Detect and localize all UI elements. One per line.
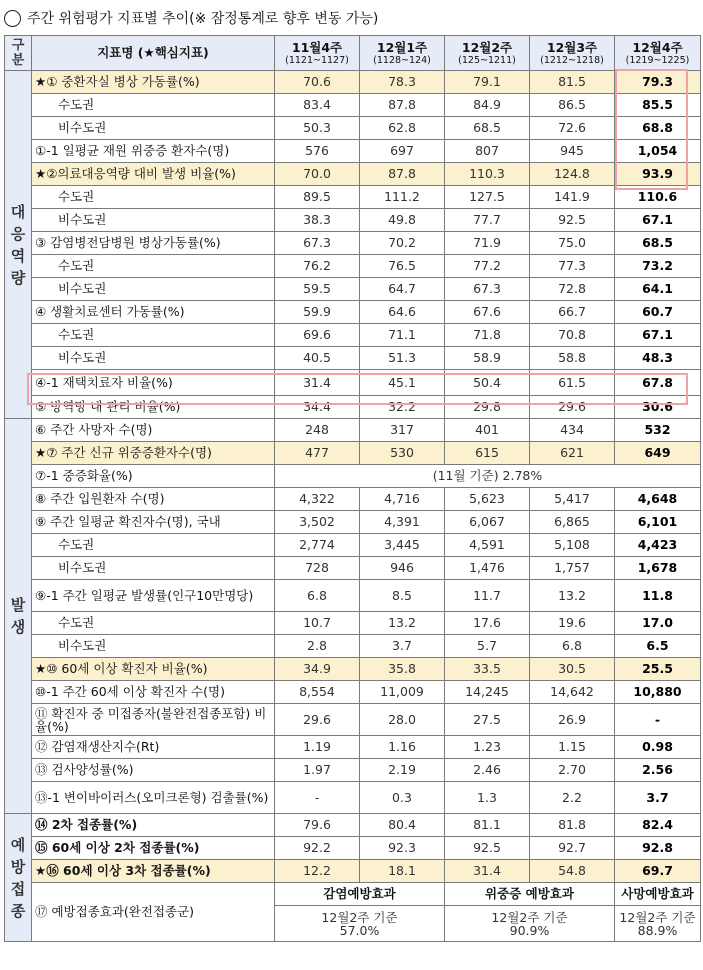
effect-percent: 90.9% — [509, 922, 550, 938]
value-latest: 10,880 — [615, 681, 701, 704]
indicator-name: ⑫ 감염재생산지수(Rt) — [32, 736, 275, 759]
value-cell: 50.4 — [445, 370, 530, 396]
table-row — [5, 324, 701, 347]
risk-indicator-table — [4, 35, 701, 942]
indicator-name: ⑮ 60세 이상 2차 접종률(%) — [32, 837, 275, 860]
value-cell: 807 — [445, 140, 530, 163]
effect-head-severe: 위중증 예방효과 — [445, 883, 615, 906]
value-cell: 14,642 — [530, 681, 615, 704]
value-cell: 6,067 — [445, 511, 530, 534]
header-week-4: 12월3주 (1212~1218) — [530, 36, 615, 71]
value-cell: 49.8 — [360, 209, 445, 232]
indicator-name: 수도권 — [32, 186, 275, 209]
effect-basis: 12월2주 기준 — [619, 909, 696, 925]
value-cell: 11.7 — [445, 580, 530, 612]
value-cell: 29.8 — [445, 396, 530, 419]
indicator-name: ③ 감염병전담병원 병상가동률(%) — [32, 232, 275, 255]
table-row — [5, 140, 701, 163]
value-cell: 72.6 — [530, 117, 615, 140]
value-cell: 64.6 — [360, 301, 445, 324]
value-cell: 71.9 — [445, 232, 530, 255]
indicator-name: ⑩-1 주간 60세 이상 확진자 수(명) — [32, 681, 275, 704]
value-cell: 1,757 — [530, 557, 615, 580]
value-latest: 60.7 — [615, 301, 701, 324]
value-cell: 59.5 — [275, 278, 360, 301]
value-cell: 5,108 — [530, 534, 615, 557]
effect-basis: 12월2주 기준 — [491, 909, 568, 925]
table-row — [5, 658, 701, 681]
value-cell: 34.9 — [275, 658, 360, 681]
value-cell: 1,476 — [445, 557, 530, 580]
value-cell: 141.9 — [530, 186, 615, 209]
value-latest: 68.5 — [615, 232, 701, 255]
value-cell: 11,009 — [360, 681, 445, 704]
table-row — [5, 396, 701, 419]
table-row — [5, 255, 701, 278]
table-row — [5, 860, 701, 883]
value-latest: 4,423 — [615, 534, 701, 557]
value-cell: 28.0 — [360, 704, 445, 736]
value-cell: 317 — [360, 419, 445, 442]
value-cell: 38.3 — [275, 209, 360, 232]
value-cell: 945 — [530, 140, 615, 163]
value-cell: 34.4 — [275, 396, 360, 419]
value-cell: 697 — [360, 140, 445, 163]
indicator-name: ④-1 재택치료자 비율(%) — [32, 370, 275, 396]
value-cell: 77.7 — [445, 209, 530, 232]
indicator-name: 수도권 — [32, 255, 275, 278]
value-cell: 69.6 — [275, 324, 360, 347]
value-latest: 67.1 — [615, 209, 701, 232]
value-cell: 4,322 — [275, 488, 360, 511]
value-cell: 8,554 — [275, 681, 360, 704]
value-cell: 5,623 — [445, 488, 530, 511]
effect-basis: 12월2주 기준 — [321, 909, 398, 925]
value-cell: 59.9 — [275, 301, 360, 324]
value-latest: 67.1 — [615, 324, 701, 347]
table-row — [5, 612, 701, 635]
indicator-name: 수도권 — [32, 94, 275, 117]
value-latest: 79.3 — [615, 71, 701, 94]
value-cell: 13.2 — [530, 580, 615, 612]
table-row — [5, 301, 701, 324]
value-cell: 40.5 — [275, 347, 360, 370]
header-category: 구분 — [5, 36, 32, 71]
value-cell: 1.3 — [445, 782, 530, 814]
circle-bullet-icon — [4, 10, 21, 27]
value-cell: 51.3 — [360, 347, 445, 370]
value-cell: 6.8 — [275, 580, 360, 612]
value-cell: - — [275, 782, 360, 814]
table-row — [5, 347, 701, 370]
value-cell: 401 — [445, 419, 530, 442]
value-cell: 4,391 — [360, 511, 445, 534]
table-header-row — [5, 36, 701, 71]
page-title-text: 주간 위험평가 지표별 추이(※ 잠정통계로 향후 변동 가능) — [27, 11, 379, 27]
value-cell: 70.2 — [360, 232, 445, 255]
indicator-note: (11월 기준) 2.78% — [275, 465, 701, 488]
table-row — [5, 511, 701, 534]
indicator-name: ★②의료대응역량 대비 발생 비율(%) — [32, 163, 275, 186]
value-latest: 25.5 — [615, 658, 701, 681]
indicator-name: ①-1 일평균 재원 위중증 환자수(명) — [32, 140, 275, 163]
value-cell: 10.7 — [275, 612, 360, 635]
value-cell: 61.5 — [530, 370, 615, 396]
table-row — [5, 635, 701, 658]
value-latest: 6,101 — [615, 511, 701, 534]
indicator-name: ⑨ 주간 일평균 확진자수(명), 국내 — [32, 511, 275, 534]
value-cell: 70.0 — [275, 163, 360, 186]
indicator-name: ★⑩ 60세 이상 확진자 비율(%) — [32, 658, 275, 681]
value-cell: 8.5 — [360, 580, 445, 612]
value-cell: 81.5 — [530, 71, 615, 94]
value-latest: 4,648 — [615, 488, 701, 511]
value-cell: 124.8 — [530, 163, 615, 186]
value-cell: 77.3 — [530, 255, 615, 278]
value-cell: 76.5 — [360, 255, 445, 278]
value-cell: 2,774 — [275, 534, 360, 557]
indicator-name: ⑨-1 주간 일평균 발생률(인구10만명당) — [32, 580, 275, 612]
value-cell: 26.9 — [530, 704, 615, 736]
value-cell: 58.9 — [445, 347, 530, 370]
value-cell: 30.5 — [530, 658, 615, 681]
indicator-name: 수도권 — [32, 534, 275, 557]
value-latest: 1,678 — [615, 557, 701, 580]
value-cell: 33.5 — [445, 658, 530, 681]
value-cell: 248 — [275, 419, 360, 442]
value-cell: 5.7 — [445, 635, 530, 658]
value-cell: 70.6 — [275, 71, 360, 94]
value-cell: 84.9 — [445, 94, 530, 117]
effect-head-death: 사망예방효과 — [615, 883, 701, 906]
value-cell: 77.2 — [445, 255, 530, 278]
value-latest: 68.8 — [615, 117, 701, 140]
value-cell: 13.2 — [360, 612, 445, 635]
value-cell: 72.8 — [530, 278, 615, 301]
value-cell: 79.6 — [275, 814, 360, 837]
indicator-name: ④ 생활치료센터 가동률(%) — [32, 301, 275, 324]
value-cell: 71.1 — [360, 324, 445, 347]
category-cell: 대응역량 — [5, 71, 32, 419]
value-cell: 621 — [530, 442, 615, 465]
table-row — [5, 488, 701, 511]
value-cell: 14,245 — [445, 681, 530, 704]
value-cell: 946 — [360, 557, 445, 580]
value-cell: 2.2 — [530, 782, 615, 814]
table-row — [5, 557, 701, 580]
header-indicator: 지표명 (★핵심지표) — [32, 36, 275, 71]
value-latest: 532 — [615, 419, 701, 442]
value-latest: 17.0 — [615, 612, 701, 635]
table-row — [5, 370, 701, 396]
header-week-2: 12월1주 (1128~124) — [360, 36, 445, 71]
page-title — [4, 4, 378, 32]
value-latest: 110.6 — [615, 186, 701, 209]
indicator-name: ⑬-1 변이바이러스(오미크론형) 검출률(%) — [32, 782, 275, 814]
effect-value — [615, 906, 701, 942]
value-cell: 530 — [360, 442, 445, 465]
value-cell: 75.0 — [530, 232, 615, 255]
value-cell: 81.8 — [530, 814, 615, 837]
table-row — [5, 117, 701, 140]
value-cell: 31.4 — [275, 370, 360, 396]
effect-percent: 88.9% — [637, 922, 678, 938]
value-latest: 69.7 — [615, 860, 701, 883]
value-cell: 87.8 — [360, 163, 445, 186]
value-cell: 92.5 — [445, 837, 530, 860]
value-cell: 76.2 — [275, 255, 360, 278]
value-cell: 5,417 — [530, 488, 615, 511]
value-latest: 73.2 — [615, 255, 701, 278]
value-cell: 92.3 — [360, 837, 445, 860]
value-cell: 80.4 — [360, 814, 445, 837]
value-cell: 17.6 — [445, 612, 530, 635]
value-cell: 35.8 — [360, 658, 445, 681]
value-latest: 649 — [615, 442, 701, 465]
value-cell: 6.8 — [530, 635, 615, 658]
indicator-name: ⑭ 2차 접종률(%) — [32, 814, 275, 837]
header-week-5: 12월4주 (1219~1225) — [615, 36, 701, 71]
value-cell: 111.2 — [360, 186, 445, 209]
table-row — [5, 704, 701, 736]
table-row — [5, 465, 701, 488]
value-cell: 31.4 — [445, 860, 530, 883]
category-cell: 예방접종 — [5, 814, 32, 942]
value-cell: 2.8 — [275, 635, 360, 658]
table-row — [5, 419, 701, 442]
value-latest: 30.6 — [615, 396, 701, 419]
header-week-3: 12월2주 (125~1211) — [445, 36, 530, 71]
value-cell: 19.6 — [530, 612, 615, 635]
value-cell: 29.6 — [275, 704, 360, 736]
table-row — [5, 736, 701, 759]
table-row — [5, 837, 701, 860]
table-row — [5, 580, 701, 612]
value-cell: 615 — [445, 442, 530, 465]
indicator-name: ⑪ 확진자 중 미접종자(불완전접종포함) 비율(%) — [32, 704, 275, 736]
value-cell: 2.19 — [360, 759, 445, 782]
value-latest: 0.98 — [615, 736, 701, 759]
value-cell: 110.3 — [445, 163, 530, 186]
value-cell: 2.46 — [445, 759, 530, 782]
value-cell: 1.16 — [360, 736, 445, 759]
value-latest: 64.1 — [615, 278, 701, 301]
value-latest: 92.8 — [615, 837, 701, 860]
value-cell: 1.15 — [530, 736, 615, 759]
value-latest: 1,054 — [615, 140, 701, 163]
value-cell: 0.3 — [360, 782, 445, 814]
value-latest: 2.56 — [615, 759, 701, 782]
table-row — [5, 681, 701, 704]
header-week-1: 11월4주 (1121~1127) — [275, 36, 360, 71]
value-cell: 86.5 — [530, 94, 615, 117]
value-cell: 89.5 — [275, 186, 360, 209]
value-cell: 29.6 — [530, 396, 615, 419]
indicator-name: 수도권 — [32, 612, 275, 635]
table-row — [5, 782, 701, 814]
indicator-name: ★① 중환자실 병상 가동률(%) — [32, 71, 275, 94]
value-cell: 87.8 — [360, 94, 445, 117]
indicator-name: 수도권 — [32, 324, 275, 347]
table-row — [5, 71, 701, 94]
value-latest: 93.9 — [615, 163, 701, 186]
value-cell: 1.97 — [275, 759, 360, 782]
indicator-name: 비수도권 — [32, 557, 275, 580]
table-row — [5, 209, 701, 232]
indicator-name: 비수도권 — [32, 635, 275, 658]
table-row — [5, 814, 701, 837]
value-cell: 45.1 — [360, 370, 445, 396]
value-cell: 92.2 — [275, 837, 360, 860]
indicator-name: 비수도권 — [32, 209, 275, 232]
value-cell: 67.6 — [445, 301, 530, 324]
value-cell: 79.1 — [445, 71, 530, 94]
table-row — [5, 759, 701, 782]
value-cell: 576 — [275, 140, 360, 163]
table-row — [5, 186, 701, 209]
value-cell: 92.7 — [530, 837, 615, 860]
value-latest: 11.8 — [615, 580, 701, 612]
indicator-name: ★⑦ 주간 신규 위중증환자수(명) — [32, 442, 275, 465]
value-cell: 83.4 — [275, 94, 360, 117]
indicator-name: 비수도권 — [32, 117, 275, 140]
value-latest: 6.5 — [615, 635, 701, 658]
effect-head-infection: 감염예방효과 — [275, 883, 445, 906]
value-latest: 48.3 — [615, 347, 701, 370]
value-cell: 27.5 — [445, 704, 530, 736]
value-cell: 12.2 — [275, 860, 360, 883]
value-cell: 50.3 — [275, 117, 360, 140]
value-cell: 67.3 — [445, 278, 530, 301]
value-cell: 2.70 — [530, 759, 615, 782]
effect-name: ⑰ 예방접종효과(완전접종군) — [32, 883, 275, 942]
value-cell: 67.3 — [275, 232, 360, 255]
value-cell: 64.7 — [360, 278, 445, 301]
value-cell: 92.5 — [530, 209, 615, 232]
table-row — [5, 163, 701, 186]
value-latest: 67.8 — [615, 370, 701, 396]
value-cell: 127.5 — [445, 186, 530, 209]
value-cell: 68.5 — [445, 117, 530, 140]
value-cell: 477 — [275, 442, 360, 465]
indicator-name: 비수도권 — [32, 347, 275, 370]
value-cell: 62.8 — [360, 117, 445, 140]
effect-value — [445, 906, 615, 942]
value-cell: 3,502 — [275, 511, 360, 534]
indicator-name: ⑬ 검사양성률(%) — [32, 759, 275, 782]
value-cell: 1.19 — [275, 736, 360, 759]
value-latest: 82.4 — [615, 814, 701, 837]
indicator-name: ⑦-1 중증화율(%) — [32, 465, 275, 488]
table-row — [5, 278, 701, 301]
table-row — [5, 232, 701, 255]
indicator-name: ⑤ 방역망 내 관리 비율(%) — [32, 396, 275, 419]
value-cell: 81.1 — [445, 814, 530, 837]
table-row — [5, 442, 701, 465]
value-cell: 32.2 — [360, 396, 445, 419]
indicator-name: ★⑯ 60세 이상 3차 접종률(%) — [32, 860, 275, 883]
value-cell: 4,716 — [360, 488, 445, 511]
value-cell: 70.8 — [530, 324, 615, 347]
value-cell: 728 — [275, 557, 360, 580]
value-cell: 58.8 — [530, 347, 615, 370]
table-row — [5, 94, 701, 117]
indicator-name: ⑧ 주간 입원환자 수(명) — [32, 488, 275, 511]
indicator-name: 비수도권 — [32, 278, 275, 301]
effect-header-row — [5, 883, 701, 906]
value-cell: 71.8 — [445, 324, 530, 347]
category-cell: 발생 — [5, 419, 32, 814]
table-row — [5, 534, 701, 557]
value-cell: 78.3 — [360, 71, 445, 94]
value-cell: 6,865 — [530, 511, 615, 534]
indicator-name: ⑥ 주간 사망자 수(명) — [32, 419, 275, 442]
value-latest: 3.7 — [615, 782, 701, 814]
effect-percent: 57.0% — [339, 922, 380, 938]
value-cell: 18.1 — [360, 860, 445, 883]
value-cell: 4,591 — [445, 534, 530, 557]
value-latest: 85.5 — [615, 94, 701, 117]
value-cell: 1.23 — [445, 736, 530, 759]
value-cell: 3.7 — [360, 635, 445, 658]
value-cell: 3,445 — [360, 534, 445, 557]
effect-value — [275, 906, 445, 942]
value-cell: 54.8 — [530, 860, 615, 883]
value-latest: - — [615, 704, 701, 736]
value-cell: 66.7 — [530, 301, 615, 324]
value-cell: 434 — [530, 419, 615, 442]
